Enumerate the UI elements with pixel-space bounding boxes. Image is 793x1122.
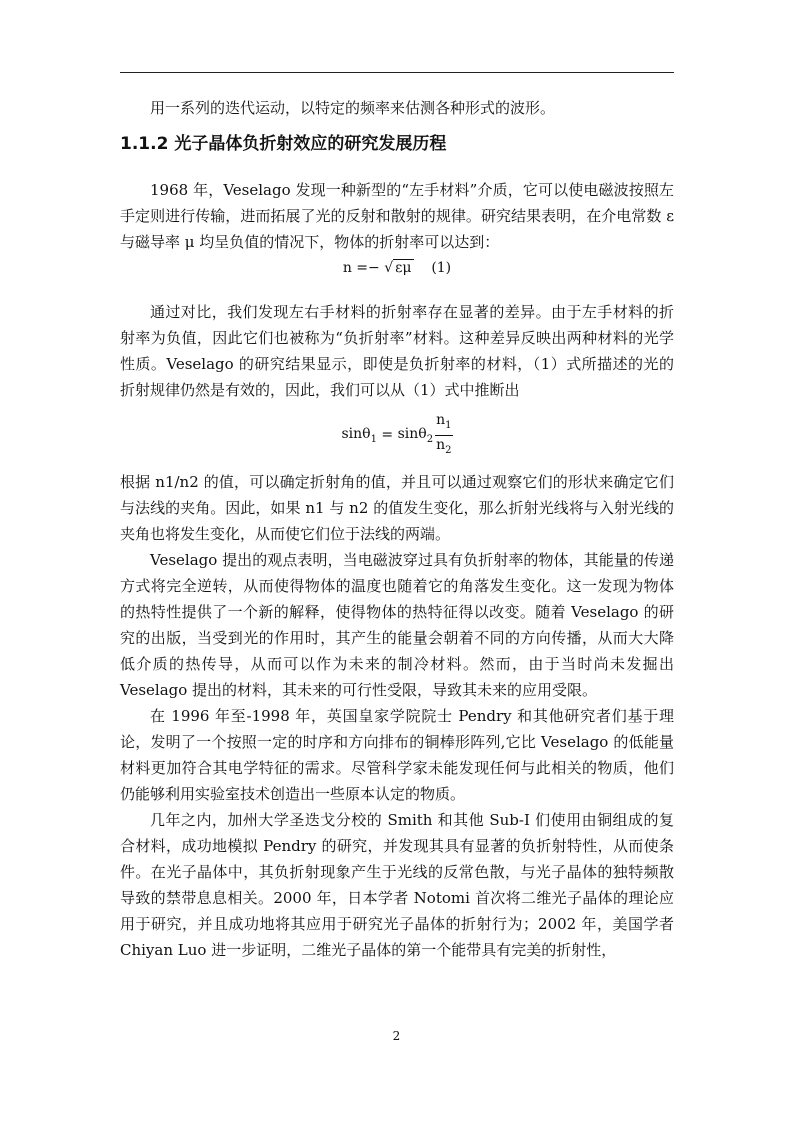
formula-1-lhs: n =− (342, 260, 380, 276)
paragraph-1: 1968 年，Veselago 发现一种新型的“左手材料”介质，它可以使电磁波按照左手定则进行传输，进而拓展了光的反射和散射的规律。研究结果表明，在介电常数 ε 与磁导率 μ 均呈负值的情况下，物体的折射率可以达到： (120, 181, 674, 251)
formula-2-rhs: sinθ$_2$ (397, 425, 434, 445)
intro-line: 用一系列的迭代运动，以特定的频率来估测各种形式的波形。 (150, 99, 556, 117)
formula-1-number: (1) (431, 260, 452, 276)
fraction-denominator: $n_2$ (436, 436, 452, 456)
paragraph-2: 通过对比，我们发现左右手材料的折射率存在显著的差异。由于左手材料的折射率为负值，因此它们也被称为“负折射率”材料。这种差异反映出两种材料的光学性质。Veselago 的研究结果显示，即使是负折射率的材料，（1）式所描述的光的折射规律仍然是有效的，因此，我们可以从（1）式中推断出 (120, 303, 674, 399)
fraction-numerator: $n_1$ (435, 411, 452, 436)
header-rule (120, 72, 674, 73)
formula-2-fraction (435, 411, 452, 460)
paragraph-3: 根据 n1/n2 的值，可以确定折射角的值，并且可以通过观察它们的形状来确定它们与法线的夹角。因此，如果 n1 与 n2 的值发生变化，那么折射光线将与入射光线的夹角也将发生变化，从而使它们位于法线的两端。 (120, 473, 674, 543)
paragraph-4: Veselago 提出的观点表明，当电磁波穿过具有负折射率的物体，其能量的传递方式将完全逆转，从而使得物体的温度也随着它的角落发生变化。这一发现为物体的热特性提供了一个新的解释，使得物体的热特征得以改变。随着 Veselago 的研究的出版，当受到光的作用时，其产生的能量会朝着不同的方向传播，从而大大降低介质的热传导，从而可以作为未来的制冷材料。然而，由于当时尚未发掘出 Veselago 提出的材料，其未来的可行性受限，导致其未来的应用受限。 (120, 551, 674, 699)
formula-1 (120, 255, 674, 281)
formula-1-radicand: εμ (395, 260, 412, 276)
page-number: 2 (392, 1029, 401, 1043)
formula-2-lhs: sinθ$_1$ (341, 425, 377, 445)
formula-2-equals: = (381, 427, 394, 443)
formula-2 (120, 413, 674, 457)
section-title: 1.1.2 光子晶体负折射效应的研究发展历程 (120, 134, 447, 154)
page-body (120, 95, 674, 963)
sqrt-symbol: √ εμ (384, 260, 412, 276)
paragraph-6: 几年之内，加州大学圣迭戈分校的 Smith 和其他 Sub-I 们使用由铜组成的复合材料，成功地模拟 Pendry 的研究，并发现其具有显著的负折射特性，从而使条件。在光子晶体中，其负折射现象产生于光线的反常色散，与光子晶体的独特频散导致的禁带息息相关。2000 年，日本学者 Notomi 首次将二维光子晶体的理论应用于研究，并且成功地将其应用于研究光子晶体的折射行为；2002 年，美国学者 Chiyan Luo 进一步证明，二维光子晶体的第一个能带具有完美的折射性， (120, 811, 674, 959)
paragraph-5: 在 1996 年至-1998 年，英国皇家学院院士 Pendry 和其他研究者们基于理论，发明了一个按照一定的时序和方向排布的铜棒形阵列,它比 Veselago 的低能量材料更加符合其电学特征的需求。尽管科学家未能发现任何与此相关的物质，他们仍能够利用实验室技术创造出一些原本认定的物质。 (120, 707, 674, 803)
